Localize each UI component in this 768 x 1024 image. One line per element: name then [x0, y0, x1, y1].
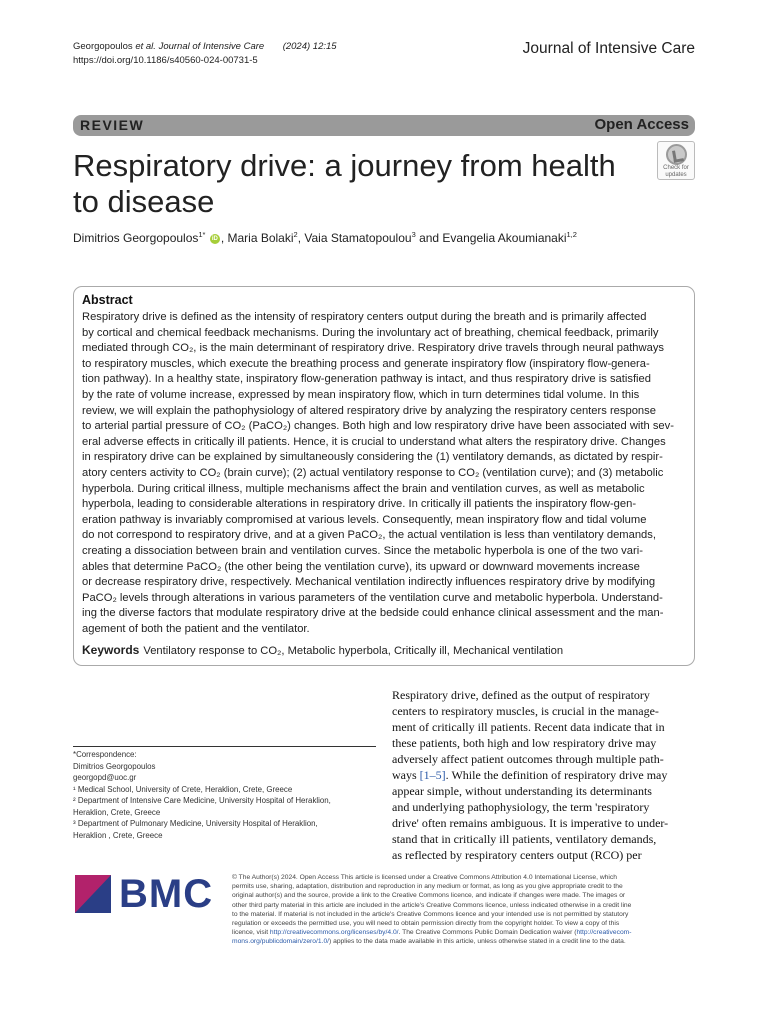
affiliation-line: ¹ Medical School, University of Crete, Heraklion, Crete, Greece	[73, 784, 293, 794]
correspondence-line: *Correspondence:	[73, 750, 137, 759]
orcid-icon[interactable]: iD	[211, 235, 218, 242]
body-line: adversely affect patient outcomes through multiple path-	[392, 752, 664, 766]
abstract-line: ing the diverse factors that modulate respiratory drive at the bedside could enhance clinical assessment and the man-	[82, 607, 664, 620]
article-title	[73, 148, 643, 220]
correspondence-line: Dimitrios Georgopoulos	[73, 761, 156, 771]
bmc-logo-mark-icon	[75, 875, 111, 913]
citation-etal: et al.	[135, 41, 156, 52]
correspondence-email[interactable]: georgopd@uoc.gr	[73, 773, 137, 782]
abstract-line: eration pathway is invariably compromised at various levels. Consequently, mean inspiratory flow and tidal volume	[82, 513, 647, 526]
author-name[interactable]: and Evangelia Akoumianaki	[415, 231, 567, 245]
affiliation-line: Heraklion, Crete, Greece	[73, 807, 161, 817]
keywords	[82, 643, 563, 657]
abstract-line: PaCO₂ levels through alterations in various parameters of the ventilation curve and metabolic hyperbola. Understand-	[82, 591, 663, 604]
abstract-line: by cortical and chemical feedback mechanisms. During the involuntary act of breathing, chemical feedback, primarily	[82, 326, 659, 339]
abstract-line: Respiratory drive is defined as the intensity of respiratory centers output during the breath and is primarily affected	[82, 311, 647, 323]
abstract-line: or decrease respiratory drive, respectively. Mechanical ventilation indirectly influences respiratory drive by modifying	[82, 576, 656, 589]
license-link[interactable]: http://creativecommons.org/licenses/by/4.0/	[269, 929, 399, 937]
citation-year: (2024) 12:15	[282, 41, 337, 52]
citation-journal: Journal of Intensive Care	[158, 41, 265, 52]
doi-link[interactable]: https://doi.org/10.1186/s40560-024-00731-5	[73, 55, 258, 66]
abstract-line: to arterial partial pressure of CO₂ (PaCO₂) changes. Both high and low respiratory drive have been associated with sev-	[82, 420, 674, 433]
license-line: mons.org/publicdomain/zero/1.0/) applies to the data made available in this article, unless otherwise stated in a credit line to the data.	[232, 938, 626, 946]
citation-authors: Georgopoulos	[73, 41, 136, 52]
public-domain-link[interactable]: http://creativecom-	[576, 929, 632, 937]
article-type-band	[73, 115, 695, 136]
bmc-logo	[75, 872, 215, 916]
keywords-text: Ventilatory response to CO₂, Metabolic hyperbola, Critically ill, Mechanical ventilation	[143, 645, 564, 657]
license-text	[232, 873, 695, 947]
body-line: ment of critically ill patients. Recent data indicate that in	[392, 720, 665, 734]
abstract-line: to respiratory muscles, which execute the breathing process and generate inspiratory flow (inspiratory flow-genera-	[82, 357, 650, 370]
abstract-line: eral adverse effects in critically ill patients. Hence, it is crucial to understand what alters the respiratory drive. Changes	[82, 435, 666, 448]
body-line: centers to respiratory muscles, is crucial in the manage-	[392, 704, 659, 718]
abstract-heading: Abstract	[82, 293, 133, 307]
author-list	[73, 230, 577, 245]
open-access-label: Open Access	[594, 116, 689, 133]
abstract-line: in respiratory drive can be explained by simultaneously considering the (1) ventilatory demands, as dictated by respir-	[82, 451, 663, 464]
title-line: Respiratory drive: a journey from health	[73, 148, 616, 183]
author-name[interactable]: Dimitrios Georgopoulos	[73, 231, 199, 245]
abstract-line: creating a dissociation between brain and ventilation curves. Since the metabolic hyperbola is one of the two vari-	[82, 544, 643, 557]
abstract-line: do not correspond to respiratory drive, and at a given PaCO₂, the actual ventilation is less than ventilatory demands,	[82, 529, 656, 542]
author-name[interactable]: , Vaia Stamatopoulou	[297, 231, 412, 245]
body-text	[392, 687, 695, 863]
abstract-line: review, we will explain the pathophysiology of altered respiratory drive by analyzing the respiratory centers response	[82, 404, 656, 417]
abstract-line: hyperbola. During critical illness, multiple mechanisms affect the brain and ventilation curves, as well as metabolic	[82, 482, 645, 495]
affiliation-line: Heraklion , Crete, Greece	[73, 830, 163, 840]
license-line: permits use, sharing, adaptation, distribution and reproduction in any medium or format, as long as you give appropriate credit to the	[232, 883, 623, 891]
body-line: and underlying pathophysiology, the term 'respiratory	[392, 800, 650, 814]
bmc-logo-text: BMC	[119, 872, 214, 916]
abstract-line: agement of both the patient and the ventilator.	[82, 622, 310, 635]
journal-name: Journal of Intensive Care	[522, 40, 695, 57]
license-line: other third party material in this article are included in the article's Creative Commons licence, unless indicated otherwise in a credit line	[232, 901, 632, 909]
correspondence-footnote	[73, 746, 376, 841]
body-line: appear simple, without understanding its determinants	[392, 784, 652, 798]
article-type-label: REVIEW	[80, 117, 145, 133]
author-affiliation-ref: 2	[293, 230, 298, 239]
body-line: drive' often remains ambiguous. It is imperative to under-	[392, 816, 669, 830]
abstract-line: hyperbola, leading to considerable alterations in respiratory drive. In critically ill patients the inspiratory flow-gen-	[82, 498, 637, 511]
citation-link[interactable]: [1–5]	[419, 768, 446, 782]
affiliation-line: ² Department of Intensive Care Medicine, University Hospital of Heraklion,	[73, 796, 331, 805]
body-line: ways [1–5]. While the definition of respiratory drive may	[392, 768, 668, 782]
license-line: licence, visit http://creativecommons.org/licenses/by/4.0/. The Creative Commons Public Domain Dedication waiver (http://creativecom-	[232, 929, 632, 937]
body-line: these patients, both high and low respiratory drive may	[392, 736, 657, 750]
keywords-label: Keywords	[82, 643, 140, 657]
author-affiliation-ref: 3	[411, 230, 416, 239]
abstract-line: mediated through CO₂, is the main determinant of respiratory drive. Respiratory drive travels through neural pathways	[82, 342, 665, 355]
author-affiliation-ref: 1,2	[566, 230, 577, 239]
abstract-line: by the rate of volume increase, expressed by mean inspiratory flow, which in turn determines tidal volume. In this	[82, 388, 640, 401]
public-domain-link[interactable]: mons.org/publicdomain/zero/1.0/	[232, 938, 330, 946]
author-name[interactable]: , Maria Bolaki	[220, 231, 294, 245]
body-line: Respiratory drive, defined as the output of respiratory	[392, 688, 650, 702]
check-updates-text: Check for updates	[663, 165, 689, 178]
citation-line	[73, 40, 337, 54]
body-line: stand that in critically ill patients, ventilatory demands,	[392, 832, 657, 846]
check-updates-icon	[666, 144, 687, 165]
citation-header	[73, 40, 337, 68]
abstract-line: ables that determine PaCO₂ (the other being the ventilation curve), its upward or downward movements increase	[82, 560, 640, 573]
license-line: © The Author(s) 2024. Open Access This article is licensed under a Creative Commons Attribution 4.0 International License, which	[232, 874, 617, 881]
license-line: original author(s) and the source, provide a link to the Creative Commons licence, and indicate if changes were made. The images or	[232, 892, 626, 900]
title-line: to disease	[73, 184, 215, 219]
license-line: regulation or exceeds the permitted use, you will need to obtain permission directly from the copyright holder. To view a copy of this	[232, 920, 620, 928]
body-line: as reflected by respiratory centers output (RCO) per	[392, 848, 642, 862]
abstract-text	[82, 310, 688, 637]
abstract-line: atory centers activity to CO₂ (brain curve); (2) actual ventilatory response to CO₂ (ventilation curve); and (3) metabolic	[82, 466, 664, 479]
abstract-line: tion pathway). In a healthy state, inspiratory flow-generation pathway is intact, and thus respiratory drive is satisfied	[82, 373, 651, 386]
license-line: to the material. If material is not included in the article's Creative Commons licence and your intended use is not permitted by statutory	[232, 910, 629, 918]
author-affiliation-ref: 1*	[198, 230, 206, 239]
check-for-updates-button[interactable]	[657, 141, 695, 180]
affiliation-line: ³ Department of Pulmonary Medicine, University Hospital of Heraklion,	[73, 819, 318, 828]
